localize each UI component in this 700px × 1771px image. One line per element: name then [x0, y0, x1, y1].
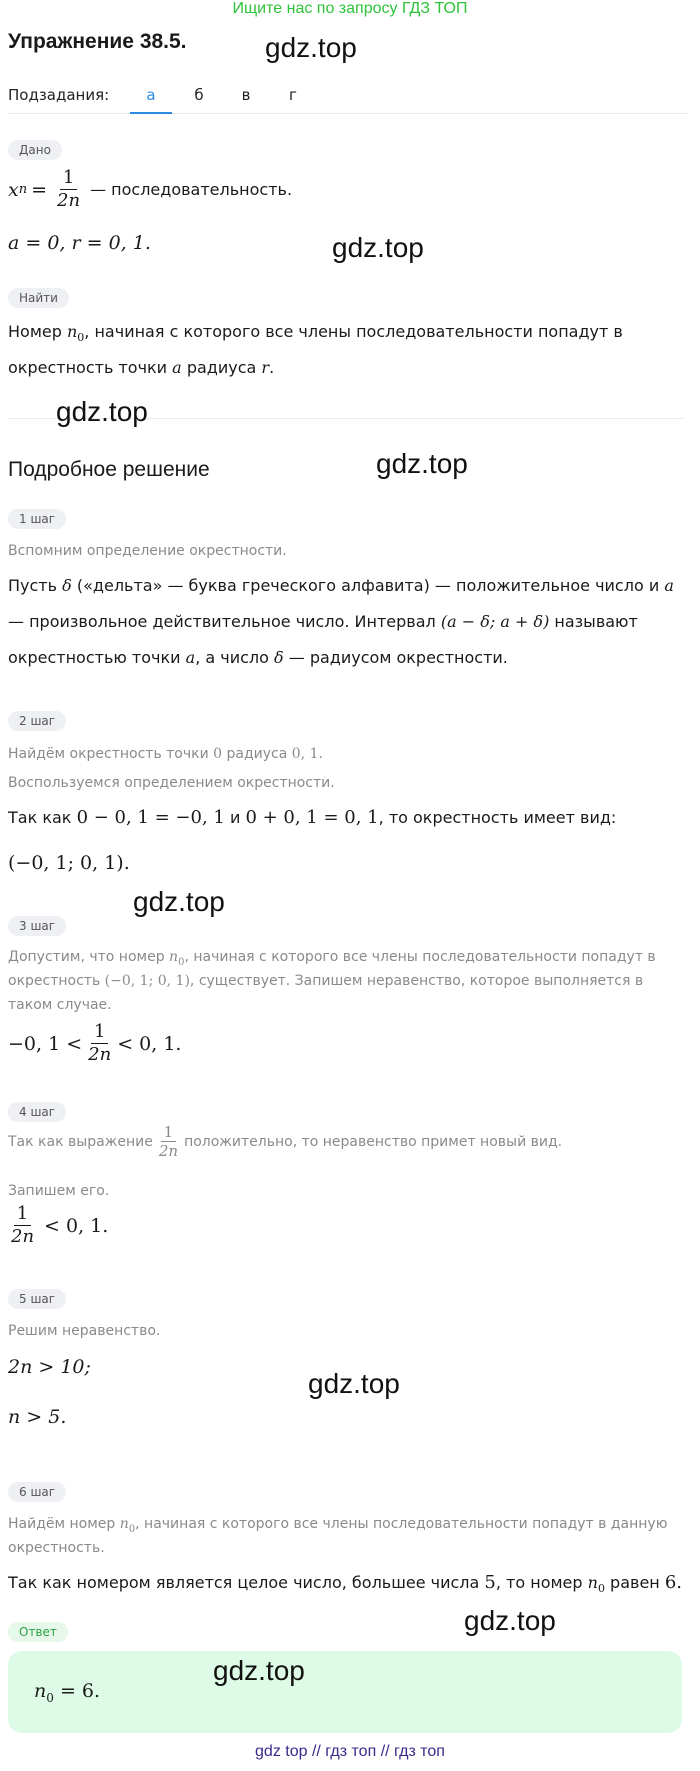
step-5-note: Решим неравенство. [8, 1323, 161, 1339]
tab-a[interactable]: а [146, 86, 156, 104]
step-2-note1: Найдём окрестность точки 0 радиуса 0, 1. [8, 746, 323, 762]
tabs-divider [8, 113, 688, 114]
watermark: gdz.top [376, 448, 468, 479]
step-5-line2: n > 5. [8, 1406, 67, 1428]
step-2-chip: 2 шаг [8, 711, 66, 731]
watermark: gdz.top [265, 32, 357, 63]
watermark: gdz.top [56, 396, 148, 427]
fraction: $\frac{1}{2n}$ [11, 1203, 35, 1247]
tab-b[interactable]: б [194, 86, 204, 104]
step-3-inequality: −0, 1 < $\frac{1}{2n}$ < 0, 1. [8, 1021, 182, 1065]
step-1-note: Вспомним определение окрестности. [8, 543, 287, 559]
step-2-result: (−0, 1; 0, 1). [8, 852, 130, 874]
step-1-line3: окрестностью точки a, а число δ — радиусом окрестности. [8, 648, 508, 667]
step-3-note3: таком случае. [8, 997, 112, 1013]
active-tab-indicator [130, 112, 172, 114]
step-2-note2: Воспользуемся определением окрестности. [8, 775, 335, 791]
step-6-line: Так как номером является целое число, большее числа 5, то номер $n_0$ равен 6. [8, 1572, 683, 1596]
watermark: gdz.top [464, 1605, 556, 1636]
watermark: gdz.top [133, 886, 225, 917]
step-6-note2: окрестность. [8, 1540, 105, 1556]
step-3-note1: Допустим, что номер $n_0$, начиная с которого все члены последовательности попадут в [8, 949, 656, 968]
watermark: gdz.top [332, 232, 424, 263]
tab-v[interactable]: в [241, 86, 251, 104]
fraction: $\frac{1}{2n}$ [88, 1021, 112, 1065]
step-1-line1: Пусть δ («дельта» — буква греческого алфавита) — положительное число и a [8, 576, 674, 595]
find-text-line1: Номер $n_0$, начиная с которого все члены последовательности попадут в [8, 322, 623, 345]
step-6-chip: 6 шаг [8, 1482, 66, 1502]
subtasks-label: Подзадания: [8, 86, 110, 104]
footer-links[interactable]: gdz top // гдз топ // гдз топ [255, 1743, 445, 1760]
step-4-note2: Запишем его. [8, 1183, 110, 1199]
given-sequence: x n = $\frac{1}{2n}$ — последовательность. [8, 167, 293, 211]
page-title: Упражнение 38.5. [8, 30, 187, 53]
step-4-chip: 4 шаг [8, 1102, 66, 1122]
fraction: $\frac{1}{2n}$ [158, 1123, 179, 1161]
step-1-line2: — произвольное действительное число. Интервал (a − δ; a + δ) называют [8, 612, 638, 631]
step-5-line1: 2n > 10; [8, 1356, 91, 1378]
top-banner: Ищите нас по запросу ГДЗ ТОП [232, 0, 468, 17]
step-2-line1: Так как 0 − 0, 1 = −0, 1 и 0 + 0, 1 = 0, 1, то окрестность имеет вид: [8, 807, 617, 828]
answer-value: $n_0 = 6$. [34, 1680, 101, 1705]
step-6-note1: Найдём номер $n_0$, начиная с которого все члены последовательности попадут в данную [8, 1516, 668, 1535]
watermark: gdz.top [308, 1368, 400, 1399]
step-4-inequality: $\frac{1}{2n}$ < 0, 1. [8, 1204, 108, 1247]
answer-chip: Ответ [8, 1622, 68, 1642]
given-values: a = 0, r = 0, 1. [8, 232, 151, 254]
find-chip: Найти [8, 288, 69, 308]
step-3-note2: окрестность (−0, 1; 0, 1), существует. Запишем неравенство, которое выполняется в [8, 973, 644, 989]
step-4-note1: Так как выражение $\frac{1}{2n}$ положительно, то неравенство примет новый вид. [8, 1123, 563, 1161]
find-text-line2: окрестность точки a радиуса r. [8, 358, 275, 377]
watermark: gdz.top [213, 1655, 305, 1686]
step-3-chip: 3 шаг [8, 916, 66, 936]
given-chip: Дано [8, 140, 62, 160]
step-5-chip: 5 шаг [8, 1289, 66, 1309]
step-1-chip: 1 шаг [8, 509, 66, 529]
fraction: $\frac{1}{2n}$ [57, 167, 81, 211]
solution-title: Подробное решение [8, 458, 210, 481]
answer-box [8, 1651, 682, 1733]
tab-g[interactable]: г [289, 86, 297, 104]
